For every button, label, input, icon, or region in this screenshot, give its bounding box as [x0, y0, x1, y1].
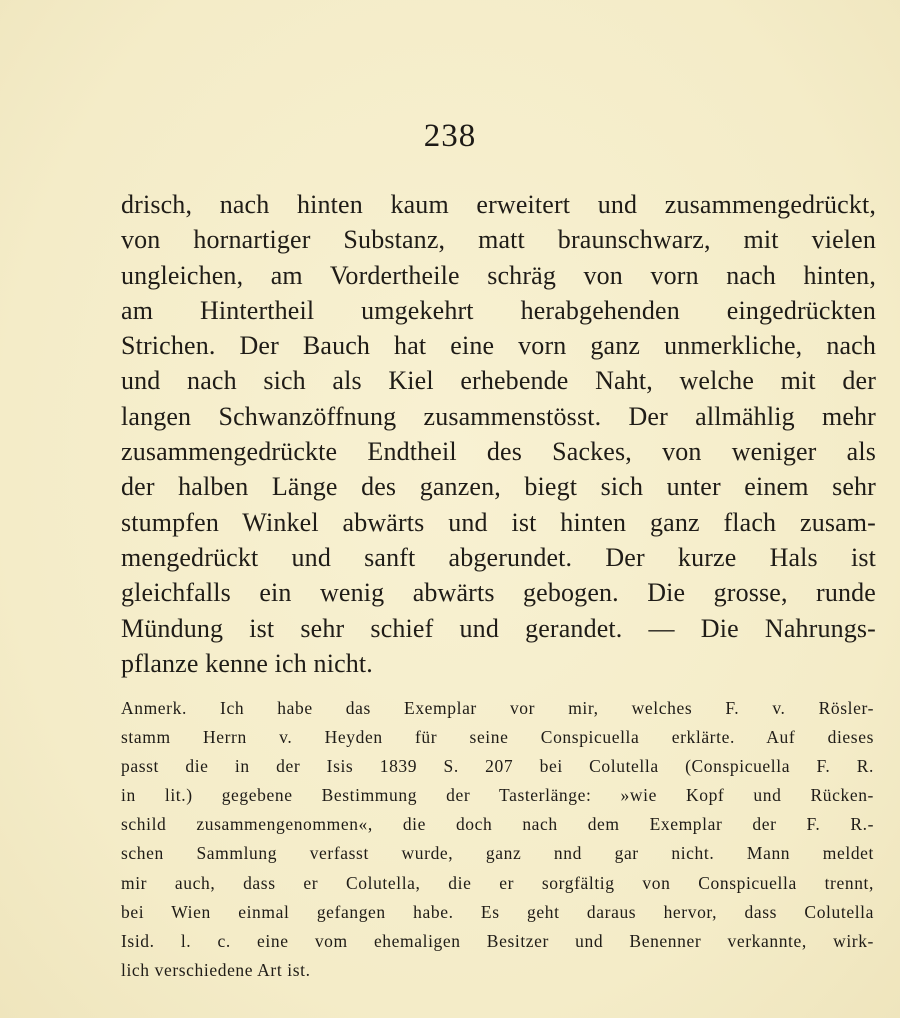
- main-text-line: mengedrückt und sanft abgerundet. Der kurze Hals ist: [121, 542, 876, 572]
- main-text-line: und nach sich als Kiel erhebende Naht, welche mit der: [121, 366, 876, 396]
- note-text-line: mir auch, dass er Colutella, die er sorgfältig von Conspicuella trennt,: [121, 872, 874, 893]
- main-text-line: am Hintertheil umgekehrt herabgehenden eingedrückten: [121, 295, 876, 325]
- main-paragraph: [121, 187, 876, 681]
- annotation-note: [121, 694, 874, 985]
- note-text-line: bei Wien einmal gefangen habe. Es geht daraus hervor, dass Colutella: [121, 901, 874, 922]
- main-text-line: stumpfen Winkel abwärts und ist hinten ganz flach zusam-: [121, 507, 876, 537]
- main-text-line: Mündung ist sehr schief und gerandet. — Die Nahrungs-: [121, 613, 876, 643]
- main-text-line: langen Schwanzöffnung zusammenstösst. Der allmählig mehr: [121, 401, 876, 431]
- note-text-line: passt die in der Isis 1839 S. 207 bei Colutella (Conspicuella F. R.: [121, 756, 874, 777]
- note-text-line: schen Sammlung verfasst wurde, ganz nnd gar nicht. Mann meldet: [121, 843, 874, 864]
- note-text-line: lich verschiedene Art ist.: [121, 959, 311, 980]
- note-text-line: schild zusammengenommen«, die doch nach dem Exemplar der F. R.-: [121, 814, 874, 835]
- main-text-line: der halben Länge des ganzen, biegt sich unter einem sehr: [121, 472, 876, 502]
- main-text-line: pflanze kenne ich nicht.: [121, 648, 373, 678]
- note-text-line: Anmerk. Ich habe das Exemplar vor mir, welches F. v. Rösler-: [121, 698, 874, 718]
- note-text-line: in lit.) gegebene Bestimmung der Tasterlänge: »wie Kopf und Rücken-: [121, 785, 874, 806]
- note-text-line: stamm Herrn v. Heyden für seine Conspicuella erklärte. Auf dieses: [121, 727, 874, 748]
- page-number: 238: [423, 118, 477, 154]
- main-text-line: drisch, nach hinten kaum erweitert und zusammengedrückt,: [121, 190, 876, 219]
- main-text-line: gleichfalls ein wenig abwärts gebogen. Die grosse, runde: [121, 578, 876, 608]
- main-text-line: zusammengedrückte Endtheil des Sackes, von weniger als: [121, 437, 876, 467]
- note-text-line: Isid. l. c. eine vom ehemaligen Besitzer und Benenner verkannte, wirk-: [121, 930, 874, 951]
- main-text-line: von hornartiger Substanz, matt braunschwarz, mit vielen: [121, 225, 876, 255]
- main-text-line: ungleichen, am Vordertheile schräg von vorn nach hinten,: [121, 260, 876, 290]
- main-text-line: Strichen. Der Bauch hat eine vorn ganz unmerkliche, nach: [121, 331, 876, 361]
